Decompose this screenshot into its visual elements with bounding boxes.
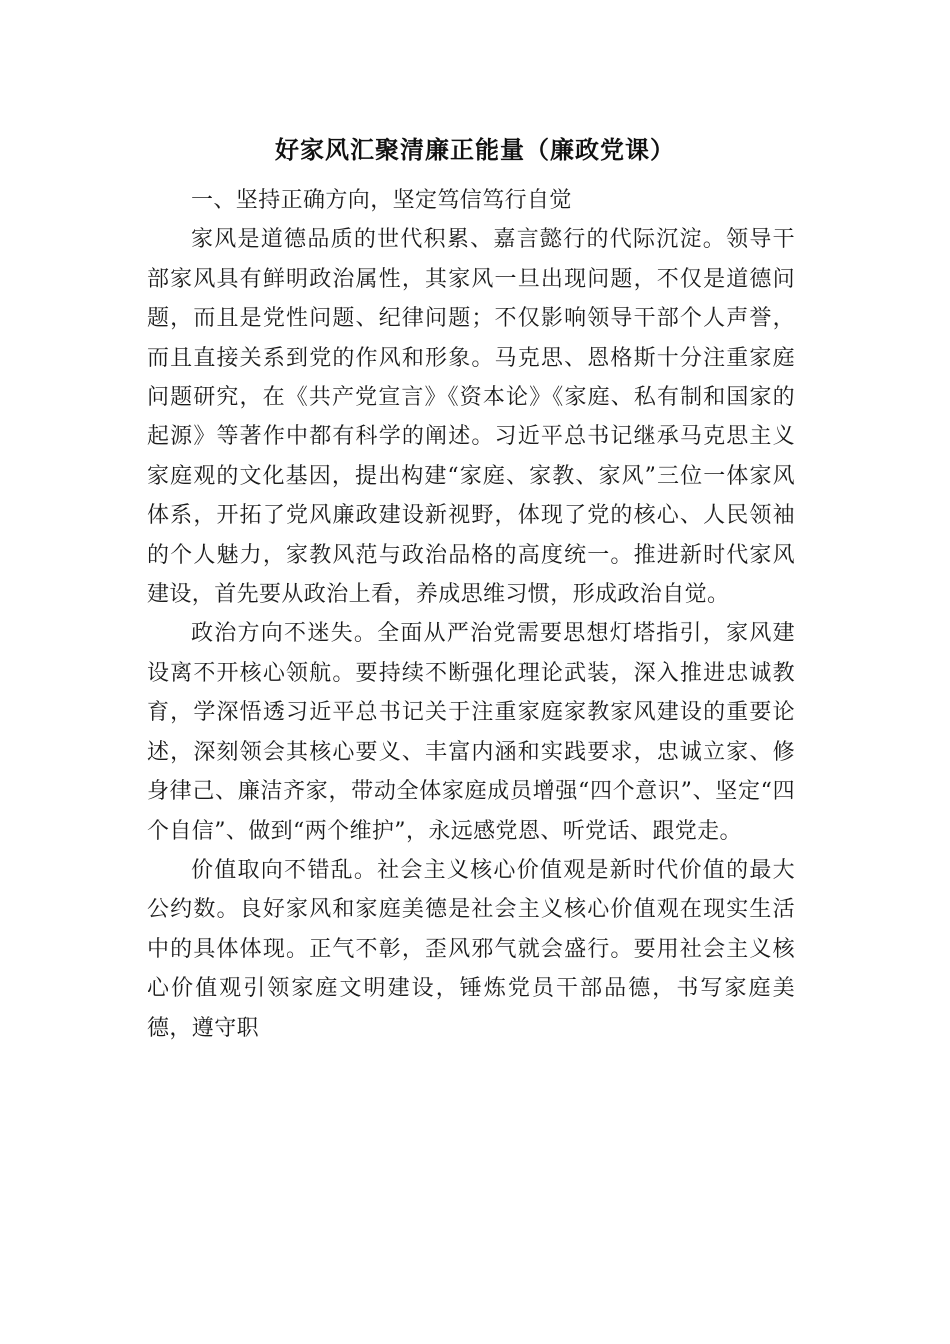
- paragraph-political-direction: 政治方向不迷失。全面从严治党需要思想灯塔指引，家风建设离不开核心领航。要持续不断强化理论武装，深入推进忠诚教育，学深悟透习近平总书记关于注重家庭家教家风建设的重要论述，深刻领会其核心要义、丰富内涵和实践要求，忠诚立家、修身律己、廉洁齐家，带动全体家庭成员增强“四个意识”、坚定“四个自信”、做到“两个维护”，永远感党恩、听党话、跟党走。: [147, 621, 795, 844]
- paragraph-value-orientation: 价值取向不错乱。社会主义核心价值观是新时代价值的最大公约数。良好家风和家庭美德是社会主义核心价值观在现实生活中的具体体现。正气不彰，歪风邪气就会盛行。要用社会主义核心价值观引领家庭文明建设，锤炼党员干部品德，书写家庭美德，遵守职: [147, 857, 795, 1041]
- document-body: [147, 181, 795, 1048]
- document-title: 好家风汇聚清廉正能量（廉政党课）: [275, 135, 675, 164]
- section-heading: 一、坚持正确方向，坚定笃信笃行自觉: [191, 188, 572, 213]
- paragraph-family-values: 家风是道德品质的世代积累、嘉言懿行的代际沉淀。领导干部家风具有鲜明政治属性，其家风一旦出现问题，不仅是道德问题，而且是党性问题、纪律问题；不仅影响领导干部个人声誉，而且直接关系到党的作风和形象。马克思、恩格斯十分注重家庭问题研究，在《共产党宣言》《资本论》《家庭、私有制和国家的起源》等著作中都有科学的阐述。习近平总书记继承马克思主义家庭观的文化基因，提出构建“家庭、家教、家风”三位一体家风体系，开拓了党风廉政建设新视野，体现了党的核心、人民领袖的个人魅力，家教风范与政治品格的高度统一。推进新时代家风建设，首先要从政治上看，养成思维习惯，形成政治自觉。: [147, 227, 795, 608]
